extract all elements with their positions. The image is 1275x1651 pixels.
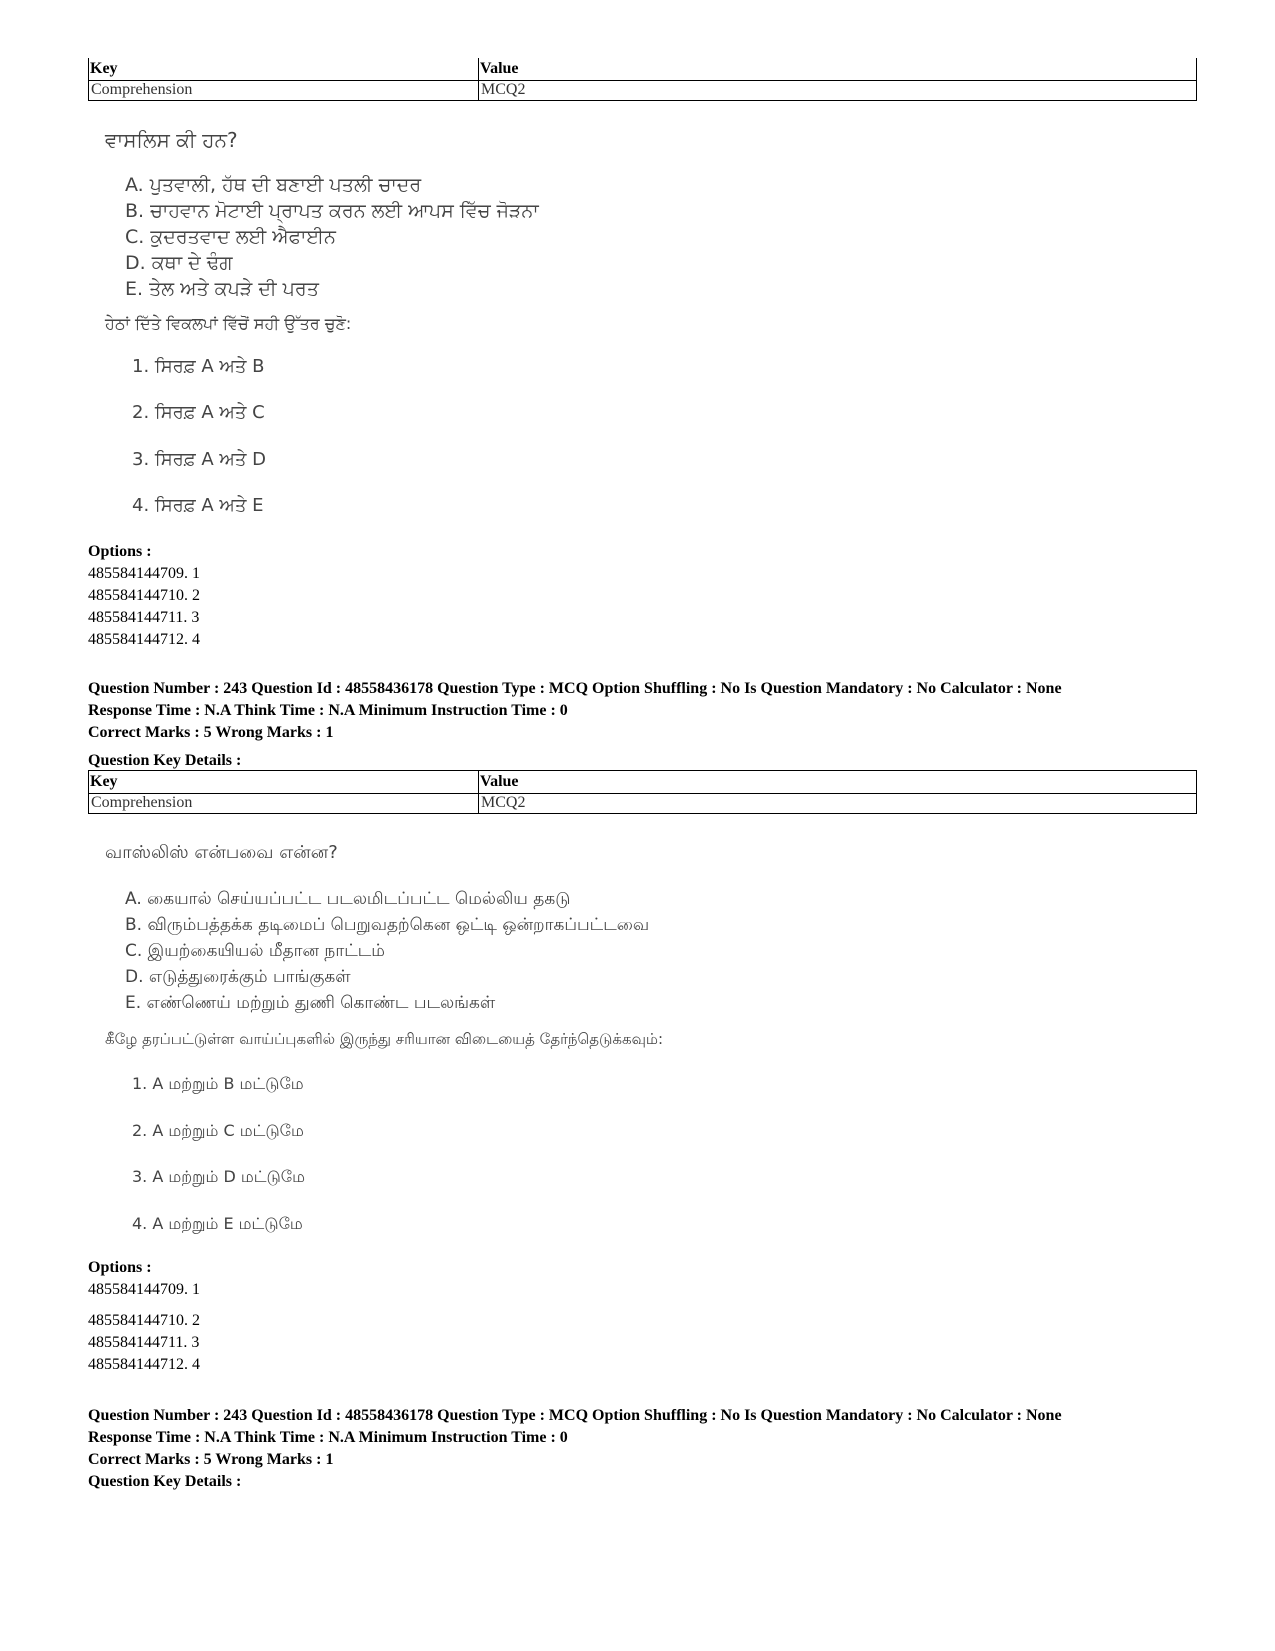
question-2-image (100, 842, 900, 1242)
table-row (88, 793, 1197, 814)
key-value-table-1 (88, 58, 1197, 101)
option-item: 485584144710. 2 (88, 1312, 200, 1329)
table-header (88, 58, 1197, 80)
statement-item: A. ਪੁਤਵਾਲੀ, ਹੱਥ ਦੀ ਬਣਾਈ ਪਤਲੀ ਚਾਦਰ (125, 174, 422, 196)
value-cell: MCQ2 (481, 794, 526, 811)
meta-line: Response Time : N.A Think Time : N.A Minimum Instruction Time : 0 (88, 1429, 568, 1446)
options-title: Options : (88, 1259, 152, 1276)
value-cell: MCQ2 (481, 81, 526, 98)
meta-line: Question Number : 243 Question Id : 48558436178 Question Type : MCQ Option Shuffling : No Is Question Mandatory : No Calculator : None (88, 1407, 1062, 1424)
option-item: 485584144711. 3 (88, 609, 200, 626)
choice-item: 3. A மற்றும் D மட்டுமே (132, 1167, 306, 1186)
table-header (88, 770, 1197, 793)
key-cell: Comprehension (91, 81, 193, 98)
statement-list (125, 886, 649, 1016)
options-list-2 (88, 1257, 200, 1376)
instruction-text: கீழே தரப்பட்டுள்ள வாய்ப்புகளில் இருந்து சரியான விடையைத் தேர்ந்தெடுக்கவும்: (105, 1030, 664, 1048)
key-cell: Comprehension (91, 794, 193, 811)
question-text: வாஸ்லிஸ் என்பவை என்ன? (105, 842, 338, 863)
choice-item: 1. A மற்றும் B மட்டுமே (132, 1074, 304, 1093)
meta-line: Correct Marks : 5 Wrong Marks : 1 (88, 724, 334, 741)
option-item: 485584144709. 1 (88, 565, 200, 582)
question-key-details-label: Question Key Details : (88, 752, 242, 769)
statement-item: C. ਕੁਦਰਤਵਾਦ ਲਈ ਐਫਾਈਨ (125, 226, 336, 248)
meta-line: Question Number : 243 Question Id : 48558436178 Question Type : MCQ Option Shuffling : No Is Question Mandatory : No Calculator : None (88, 680, 1062, 697)
statement-item: E. எண்ணெய் மற்றும் துணி கொண்ட படலங்கள் (125, 993, 496, 1013)
choice-item: 1. ਸਿਰਫ਼ A ਅਤੇ B (132, 356, 265, 377)
option-item: 485584144711. 3 (88, 1334, 200, 1351)
question-1-image (100, 128, 700, 528)
option-item: 485584144712. 4 (88, 1356, 200, 1373)
statement-item: A. கையால் செய்யப்பட்ட படலமிடப்பட்ட மெல்லிய தகடு (125, 889, 571, 909)
question-meta-2 (88, 1405, 1062, 1493)
meta-line: Correct Marks : 5 Wrong Marks : 1 (88, 1451, 334, 1468)
choice-item: 2. A மற்றும் C மட்டுமே (132, 1121, 304, 1140)
key-value-table-2 (88, 770, 1197, 814)
choice-item: 4. A மற்றும் E மட்டுமே (132, 1214, 303, 1233)
statement-list (125, 172, 539, 302)
option-item: 485584144712. 4 (88, 631, 200, 648)
option-item: 485584144709. 1 (88, 1281, 200, 1298)
value-header: Value (480, 773, 519, 790)
options-list-1 (88, 541, 200, 651)
choice-item: 3. ਸਿਰਫ਼ A ਅਤੇ D (132, 449, 266, 470)
question-meta-1 (88, 678, 1062, 744)
statement-item: C. இயற்கையியல் மீதான நாட்டம் (125, 941, 385, 961)
meta-line: Response Time : N.A Think Time : N.A Minimum Instruction Time : 0 (88, 702, 568, 719)
key-header: Key (90, 773, 118, 790)
option-item: 485584144710. 2 (88, 587, 200, 604)
instruction-text: ਹੇਠਾਂ ਦਿੱਤੇ ਵਿਕਲਪਾਂ ਵਿੱਚੋਂ ਸਹੀ ਉੱਤਰ ਚੁਣੋ: (105, 314, 352, 333)
statement-item: E. ਤੇਲ ਅਤੇ ਕਪੜੇ ਦੀ ਪਰਤ (125, 278, 319, 300)
key-header: Key (90, 60, 118, 77)
value-header: Value (480, 60, 519, 77)
question-key-details-label: Question Key Details : (88, 1473, 242, 1490)
statement-item: D. ਕਥਾ ਦੇ ਢੰਗ (125, 252, 233, 274)
statement-item: D. எடுத்துரைக்கும் பாங்குகள் (125, 967, 351, 987)
options-title: Options : (88, 543, 152, 560)
statement-item: B. விரும்பத்தக்க தடிமைப் பெறுவதற்கென ஒட்டி ஒன்றாகப்பட்டவை (125, 915, 650, 935)
question-text: ਵਾਸਲਿਸ ਕੀ ਹਨ? (105, 128, 238, 152)
choice-item: 2. ਸਿਰਫ਼ A ਅਤੇ C (132, 402, 265, 423)
statement-item: B. ਚਾਹਵਾਨ ਮੋਟਾਈ ਪ੍ਰਾਪਤ ਕਰਨ ਲਈ ਆਪਸ ਵਿੱਚ ਜੋੜਨਾ (125, 200, 539, 222)
table-row (88, 80, 1197, 101)
choice-item: 4. ਸਿਰਫ਼ A ਅਤੇ E (132, 495, 264, 516)
